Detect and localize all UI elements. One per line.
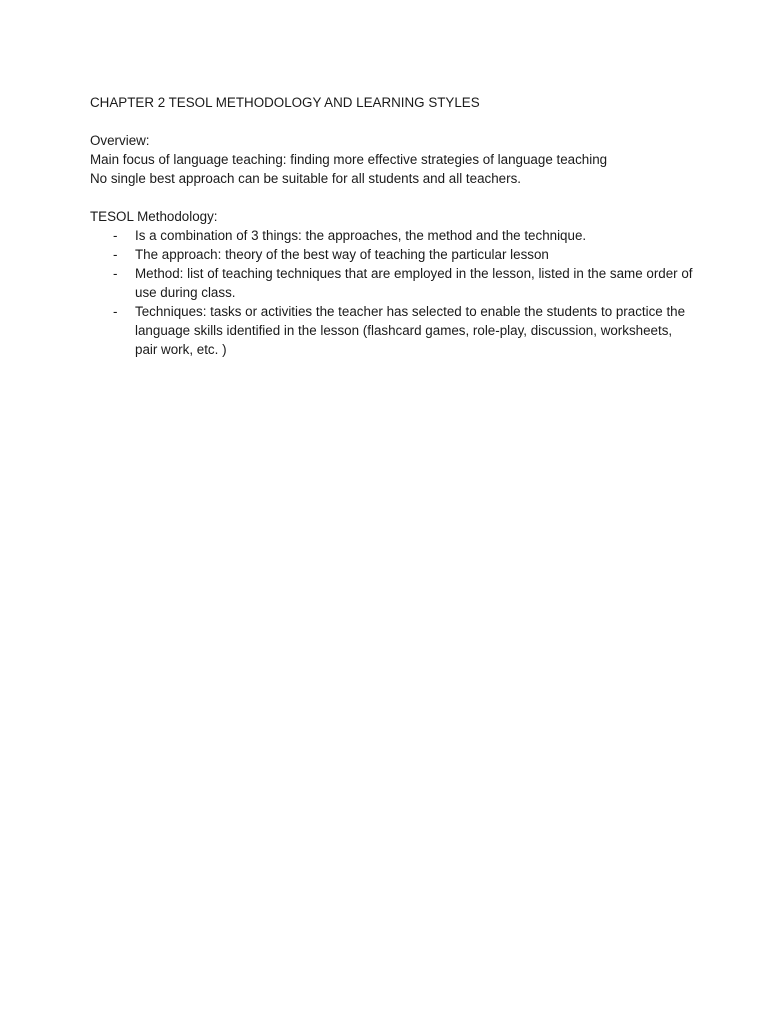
overview-line: Main focus of language teaching: finding more effective strategies of language teaching bbox=[90, 152, 608, 167]
list-item bbox=[90, 245, 695, 264]
bullet-dash: - bbox=[113, 247, 118, 262]
bullet-dash: - bbox=[113, 304, 118, 319]
document-title: CHAPTER 2 TESOL METHODOLOGY AND LEARNING STYLES bbox=[90, 95, 480, 110]
methodology-heading: TESOL Methodology: bbox=[90, 209, 218, 224]
spacer bbox=[90, 188, 690, 207]
list-item-text: The approach: theory of the best way of teaching the particular lesson bbox=[135, 247, 549, 262]
list-item bbox=[90, 302, 695, 359]
spacer bbox=[90, 112, 690, 131]
list-item-text: Method: list of teaching techniques that are employed in the lesson, listed in the same order of use during class. bbox=[135, 266, 693, 300]
list-item-text: Techniques: tasks or activities the teacher has selected to enable the students to practice the language skills identified in the lesson (flashcard games, role-play, discussion, worksheets, pair work, etc. ) bbox=[135, 304, 686, 357]
list-item bbox=[90, 226, 695, 245]
overview-line: No single best approach can be suitable for all students and all teachers. bbox=[90, 171, 521, 186]
bullet-dash: - bbox=[113, 266, 118, 281]
overview-heading: Overview: bbox=[90, 133, 150, 148]
document-body bbox=[90, 93, 693, 359]
methodology-list bbox=[90, 226, 693, 359]
list-item-text: Is a combination of 3 things: the approaches, the method and the technique. bbox=[135, 228, 587, 243]
list-item bbox=[90, 264, 695, 302]
bullet-dash: - bbox=[113, 228, 118, 243]
